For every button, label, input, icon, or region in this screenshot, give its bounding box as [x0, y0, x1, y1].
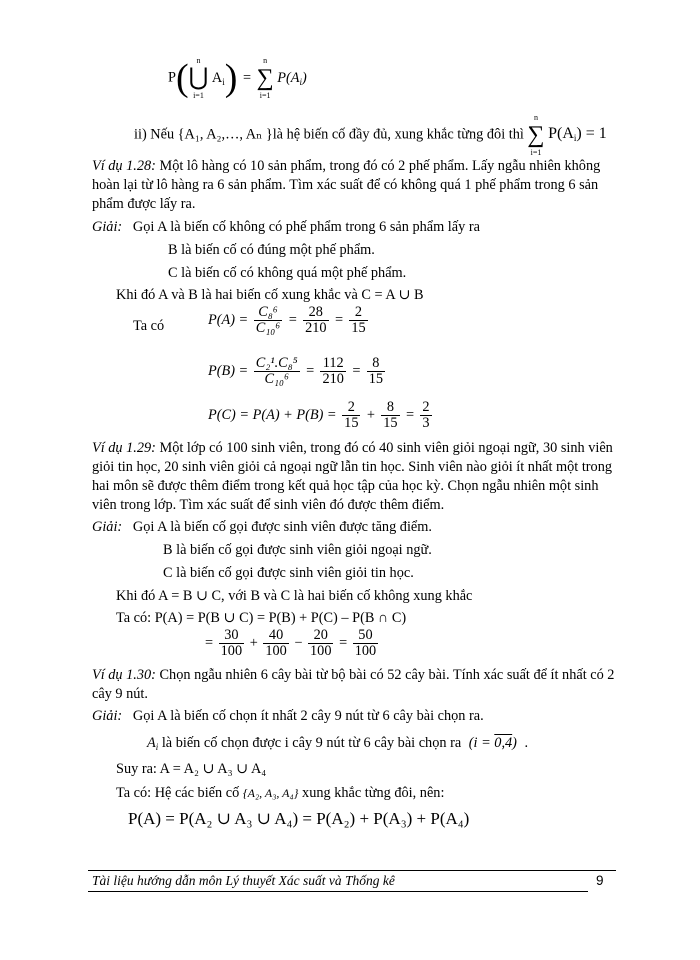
ex128-pb: P(B) = $\frac{\text{C₂¹.C₈⁵}}{\text{C₁₀⁶}}$ = $\frac{112}{210}$ = $\frac{8}{15}$ — [208, 355, 384, 387]
item-ii-formula-end: ) = 1 — [576, 125, 607, 143]
pa-num3: 2 — [349, 305, 367, 321]
ex128-line3: phẩm được lấy ra. — [92, 196, 196, 212]
ex128-sol4: Khi đó A và B là hai biến cố xung khắc và C = A ∪ B — [116, 287, 424, 303]
pc-d3: 3 — [422, 415, 430, 431]
pc-d2: 15 — [383, 415, 398, 431]
ex130-sol3: Suy ra: A = A₂ ∪ A₃ ∪ A₄ — [116, 761, 267, 777]
pb-den3: 15 — [368, 371, 384, 387]
sum-rhs-sub: i — [299, 76, 303, 87]
ex128-taco: Ta có — [133, 318, 165, 334]
pc-n3: 2 — [422, 399, 430, 415]
pb-den: C₁₀⁶ — [264, 371, 289, 387]
union-formula — [168, 55, 307, 107]
union-symbol-icon: ⋃ — [188, 65, 209, 91]
ex128-label: Ví dụ 1.28: — [92, 158, 156, 174]
union-lower: i=1 — [193, 91, 204, 100]
ex130-range-open: (i = — [468, 735, 495, 751]
ex129-n2: 40 — [263, 628, 288, 644]
pc-n1: 2 — [342, 400, 360, 416]
sum-rhs-end: ) — [302, 69, 307, 86]
ex129-sol3: C là biến cố gọi được sinh viên giỏi tin học. — [163, 565, 414, 581]
left-paren: ( — [175, 57, 189, 99]
ex130-ai: A — [147, 735, 156, 751]
ex129-n4: 50 — [353, 628, 378, 644]
sum-rhs: P(A — [277, 69, 300, 86]
ex128-sol2: B là biến cố có đúng một phế phẩm. — [168, 242, 375, 258]
pb-frac3 — [367, 356, 385, 387]
sum-lower: i=1 — [259, 91, 271, 100]
pb-num3: 8 — [367, 356, 385, 372]
formula-p: P — [168, 69, 176, 86]
pb-frac2 — [320, 356, 345, 387]
sum-upper: n — [263, 56, 268, 65]
ex130-sol5: P(A) = P(A₂ ∪ A₃ ∪ A₄) = P(A₂) + P(A₃) + P(A₄) — [128, 809, 470, 828]
ex130-range-close: ) — [512, 735, 517, 751]
ex129-sol1-text: Gọi A là biến cố gọi được sinh viên được tăng điểm. — [132, 519, 432, 535]
pb-lhs: P(B) = — [208, 363, 249, 379]
ex129-sol1 — [92, 519, 432, 536]
item-ii-formula: P(A — [548, 125, 574, 143]
ex128-sol3: C là biến cố có không quá một phế phẩm. — [168, 265, 407, 281]
ex129-frac3 — [308, 628, 333, 659]
ex130-sol1 — [92, 708, 484, 725]
sigma-icon: ∑ — [256, 65, 274, 91]
ex130-line2: cây 9 nút. — [92, 686, 148, 702]
sum-operator — [257, 55, 274, 101]
pa-den2: 210 — [305, 320, 327, 336]
pa-num2: 28 — [303, 305, 328, 321]
union-upper: n — [196, 56, 201, 65]
pb-num2: 112 — [320, 356, 345, 372]
pb-frac1 — [254, 356, 300, 387]
ex129-d2: 100 — [265, 643, 287, 659]
ex129-line3: hai môn sẽ được thêm điểm trong kết quả học tập của học kỳ. Chọn ngẫu nhiên một sinh — [92, 478, 599, 494]
pc-frac1 — [342, 400, 360, 431]
pc-d1: 15 — [344, 415, 359, 431]
right-paren: ) — [224, 57, 238, 99]
ex130-sol2-text: là biến cố chọn được i cây 9 nút từ 6 cây bài chọn ra — [158, 735, 462, 751]
item-ii-text: ii) Nếu {A₁, A₂,…, Aₙ }là hệ biến cố đầy đủ, xung khắc từng đôi thì — [134, 126, 524, 143]
ex129-sol2: B là biến cố gọi được sinh viên giỏi ngoại ngữ. — [163, 542, 432, 558]
pa-den3: 15 — [351, 320, 366, 336]
ex130-sol1-text: Gọi A là biến cố chọn ít nhất 2 cây 9 nút từ 6 cây bài chọn ra. — [132, 708, 484, 724]
ex129-frac4 — [353, 628, 378, 659]
ex128-pa: P(A) = $\frac{\text{C₈⁶}}{\text{C₁₀⁶}}$ = $\frac{28}{210}$ = $\frac{2}{15}$ — [208, 304, 366, 336]
ex128-sol1 — [92, 219, 480, 236]
pa-lhs: P(A) = — [208, 312, 249, 328]
item-ii-formula-sub: i — [573, 133, 577, 144]
union-operator — [189, 55, 209, 101]
item-ii-sum-lower: i=1 — [530, 148, 542, 157]
pc-lhs: P(C) = P(A) + P(B) = — [208, 407, 337, 423]
pc-frac2 — [381, 400, 399, 431]
ex130-sol-label: Giải: — [92, 708, 123, 724]
item-ii-sum — [527, 112, 544, 158]
item-ii — [134, 112, 607, 157]
ex129-n1: 30 — [219, 628, 244, 644]
footer-title: Tài liệu hướng dẫn môn Lý thuyết Xác suất và Thống kê — [92, 873, 395, 888]
pc-n2: 8 — [381, 400, 399, 416]
union-operand: A — [211, 69, 223, 86]
footer-rule-top — [88, 870, 616, 871]
ex129-text1: Một lớp có 100 sinh viên, trong đó có 40 sinh viên giỏi ngoại ngữ, 30 sinh viên — [159, 440, 613, 456]
item-ii-sum-upper: n — [533, 113, 538, 122]
ex129-d1: 100 — [220, 643, 243, 659]
ex129-frac1 — [219, 628, 244, 659]
ex129-calc: = $\frac{30}{100}$ + $\frac{40}{100}$ − $\frac{20}{100}$ = $\frac{50}{100}$ — [205, 627, 377, 659]
ex130-sol4 — [116, 785, 444, 802]
pb-den2: 210 — [322, 371, 344, 387]
ex130-line1 — [92, 666, 616, 685]
ex129-line1 — [92, 439, 616, 458]
ex130-text1: Chọn ngẫu nhiên 6 cây bài từ bộ bài có 52 cây bài. Tính xác suất để ít nhất có 2 — [159, 667, 615, 683]
ex130-sol4-text: Ta có: Hệ các biến cố — [116, 785, 243, 801]
ex128-sol-label: Giải: — [92, 219, 123, 235]
ex130-range: 0,4 — [494, 735, 513, 751]
equals-sign: = — [242, 69, 252, 86]
ex130-set: {A₂, A₃, A₄} — [242, 786, 299, 800]
ex128-text1: Một lô hàng có 10 sản phẩm, trong đó có 2 phế phẩm. Lấy ngẫu nhiên không — [159, 158, 601, 174]
pa-frac3 — [349, 305, 367, 336]
ex129-frac2 — [263, 628, 288, 659]
ex130-sol2 — [147, 735, 528, 752]
pa-frac1 — [254, 305, 282, 336]
ex129-sol-label: Giải: — [92, 519, 123, 535]
ex129-label: Ví dụ 1.29: — [92, 440, 156, 456]
union-operand-sub: i — [222, 76, 225, 87]
pb-num: C₂¹.C₈⁵ — [255, 355, 298, 371]
pa-den: C₁₀⁶ — [255, 320, 281, 336]
page-number: 9 — [596, 873, 604, 888]
ex128-pc: P(C) = P(A) + P(B) = $\frac{2}{15}$ + $\frac{8}{15}$ = $\frac{2}{3}$ — [208, 399, 430, 431]
ex129-d3: 100 — [310, 643, 332, 659]
pa-frac2 — [303, 305, 328, 336]
footer-rule-bottom — [88, 891, 588, 892]
ex130-label: Ví dụ 1.30: — [92, 667, 156, 683]
ex129-line2: giỏi tin học, 20 sinh viên giỏi cả ngoại ngữ lẫn tin học. Sinh viên nào giỏi ít nhất một trong — [92, 459, 612, 475]
pc-frac3 — [420, 400, 431, 431]
ex129-sol4: Khi đó A = B ∪ C, với B và C là hai biến cố không xung khắc — [116, 588, 473, 604]
sigma-icon: ∑ — [527, 122, 545, 148]
ex128-line2: hoàn lại từ lô hàng ra 6 sản phẩm. Tìm xác suất để có không quá 1 phế phẩm trong 6 sản — [92, 177, 599, 193]
ex129-d4: 100 — [354, 643, 377, 659]
ex130-ai-sub: i — [155, 742, 159, 752]
ex129-n3: 20 — [308, 628, 333, 644]
ex129-line4: viên trong lớp. Tìm xác suất để sinh viên đó được thêm điểm. — [92, 497, 445, 513]
ex129-sol5: Ta có: P(A) = P(B ∪ C) = P(B) + P(C) – P(B ∩ C) — [116, 610, 407, 626]
ex128-sol1-text: Gọi A là biến cố không có phế phẩm trong 6 sản phẩm lấy ra — [132, 219, 480, 235]
ex130-period: . — [524, 735, 529, 751]
ex130-sol4-text2: xung khắc từng đôi, nên: — [298, 785, 445, 801]
ex128-line1 — [92, 157, 616, 176]
pa-num: C₈⁶ — [254, 305, 282, 321]
